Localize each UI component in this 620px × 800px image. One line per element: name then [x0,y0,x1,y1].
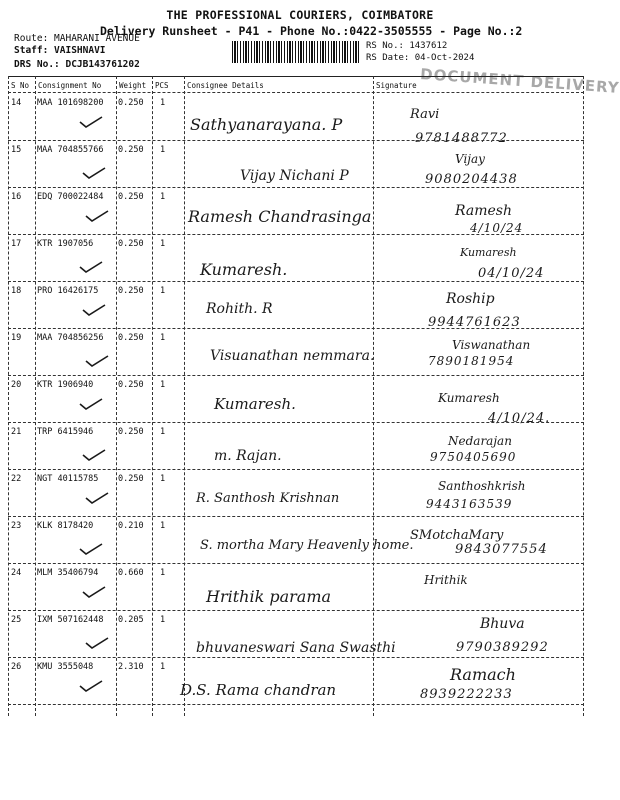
row-weight: 0.210 [118,521,144,531]
row-pcs: 1 [160,286,166,296]
row-pcs: 1 [160,333,166,343]
row-consignment-number: KMU 3555048 [37,662,94,672]
row-consignment-number: IXM 507162448 [37,615,104,625]
row-sno: 24 [11,568,22,578]
row-pcs: 1 [160,615,166,625]
row-weight: 0.205 [118,615,144,625]
table-row [8,328,584,375]
row-weight: 2.310 [118,662,144,672]
row-signature-note: 9750405690 [430,450,517,464]
checkmark-icon [78,542,104,556]
row-consignment-number: KTR 1906940 [37,380,94,390]
checkmark-icon [81,585,107,599]
row-sno: 23 [11,521,22,531]
row-signature-handwritten: Ramach [450,665,516,684]
row-consignment-number: MLM 35406794 [37,568,99,578]
col-header-signature: Signature [376,81,417,90]
row-sno: 20 [11,380,22,390]
row-sno: 14 [11,98,22,108]
checkmark-icon [78,679,104,693]
row-signature-handwritten: Santhoshkrish [438,479,526,493]
row-consignee-handwritten: Hrithik parama [206,587,332,606]
col-header-consignee: Consignee Details [187,81,264,90]
row-sno: 15 [11,145,22,155]
row-sno: 19 [11,333,22,343]
row-consignee-handwritten: Visuanathan nemmara. [210,348,375,364]
table-row [8,234,584,281]
row-consignee-handwritten: bhuvaneswari Sana Swasthi [196,640,396,656]
row-weight: 0.250 [118,380,144,390]
table-row [8,281,584,328]
checkmark-icon [81,303,107,317]
row-pcs: 1 [160,380,166,390]
row-signature-handwritten: Roship [446,291,495,307]
row-signature-handwritten: SMotchaMary [410,528,504,543]
row-sno: 26 [11,662,22,672]
row-consignment-number: MAA 101698200 [37,98,104,108]
row-signature-handwritten: Bhuva [480,616,525,632]
row-consignment-number: TRP 6415946 [37,427,94,437]
row-signature-handwritten: Kumaresh [460,246,517,259]
table-row [8,469,584,516]
drs-number: DRS No.: DCJB143761202 [14,59,140,70]
row-signature-handwritten: Nedarajan [448,434,512,448]
barcode [232,41,360,63]
table-row [8,187,584,234]
row-pcs: 1 [160,192,166,202]
row-consignment-number: EDQ 700022484 [37,192,104,202]
row-sno: 25 [11,615,22,625]
row-pcs: 1 [160,98,166,108]
row-pcs: 1 [160,568,166,578]
row-signature-handwritten: Ramesh [455,203,512,219]
row-consignee-handwritten: Kumaresh. [200,260,288,279]
row-signature-note: 4/10/24. [488,411,551,426]
route-label: Route: MAHARANI AVENUE [14,33,140,44]
row-signature-note: 9790389292 [456,640,549,655]
row-weight: 0.250 [118,192,144,202]
row-signature-note: 9843077554 [455,542,548,557]
row-consignment-number: NGT 40115785 [37,474,99,484]
row-consignee-handwritten: Vijay Nichani P [240,168,349,184]
row-signature-handwritten: Viswanathan [452,338,531,352]
checkmark-icon [84,209,110,223]
row-pcs: 1 [160,662,166,672]
row-signature-note: 7890181954 [428,354,515,368]
row-pcs: 1 [160,145,166,155]
checkmark-icon [78,397,104,411]
row-signature-note: 8939222233 [420,687,513,702]
company-name: THE PROFESSIONAL COURIERS, COIMBATORE [166,8,434,22]
row-pcs: 1 [160,521,166,531]
checkmark-icon [84,354,110,368]
checkmark-icon [78,260,104,274]
row-consignment-number: MAA 704855766 [37,145,104,155]
row-weight: 0.250 [118,474,144,484]
row-signature-note: 9944761623 [428,315,521,330]
row-signature-note: 4/10/24 [470,221,524,235]
col-header-weight: Weight [119,81,147,90]
table-top-border [8,76,584,77]
row-consignee-handwritten: Rohith. R [206,301,273,317]
staff-label: Staff: VAISHNAVI [14,45,106,56]
row-sno: 22 [11,474,22,484]
runsheet-table [8,76,584,716]
row-consignee-handwritten: S. mortha Mary Heavenly home. [200,538,414,553]
row-pcs: 1 [160,427,166,437]
row-consignee-handwritten: Kumaresh. [214,395,296,413]
row-consignee-handwritten: Sathyanarayana. P [190,115,343,134]
row-signature-handwritten: Vijay [455,152,485,166]
row-sno: 16 [11,192,22,202]
row-weight: 0.250 [118,98,144,108]
row-signature-note: 04/10/24 [478,266,545,281]
checkmark-icon [78,115,104,129]
table-row [8,657,584,704]
row-weight: 0.250 [118,145,144,155]
table-row [8,516,584,563]
rs-date: RS Date: 04-Oct-2024 [366,53,475,63]
row-pcs: 1 [160,474,166,484]
row-consignee-handwritten: D.S. Rama chandran [180,681,337,699]
row-weight: 0.250 [118,286,144,296]
checkmark-icon [84,636,110,650]
row-signature-handwritten: Kumaresh [438,391,500,405]
row-consignment-number: MAA 704856256 [37,333,104,343]
row-signature-handwritten: Hrithik [424,573,468,587]
table-row [8,610,584,657]
row-sno: 17 [11,239,22,249]
checkmark-icon [81,166,107,180]
row-consignment-number: PRO 16426175 [37,286,99,296]
table-row [8,93,584,146]
row-consignment-number: KTR 1907056 [37,239,94,249]
checkmark-icon [84,491,110,505]
table-row [8,563,584,610]
row-sno: 21 [11,427,22,437]
table-row [8,422,584,469]
row-weight: 0.250 [118,239,144,249]
col-header-sno: S No [11,81,30,90]
row-sno: 18 [11,286,22,296]
row-consignee-handwritten: Ramesh Chandrasinga [188,207,372,226]
row-signature-handwritten: Ravi [410,107,440,122]
row-consignee-handwritten: R. Santhosh Krishnan [196,491,340,506]
table-row [8,375,584,426]
col-header-pcs: PCS [155,81,169,90]
table-row [8,140,584,187]
document-delivery-stamp: DOCUMENT DELIVERY [419,65,620,97]
col-header-consignment: Consignment No [38,81,102,90]
row-signature-note: 9781488772 [415,131,508,146]
row-consignment-number: KLK 8178420 [37,521,94,531]
row-weight: 0.660 [118,568,144,578]
row-signature-note: 9443163539 [426,497,513,511]
row-signature-note: 9080204438 [425,172,518,187]
row-divider [8,704,584,705]
row-weight: 0.250 [118,427,144,437]
checkmark-icon [81,448,107,462]
row-consignee-handwritten: m. Rajan. [214,448,282,464]
runsheet-title: Delivery Runsheet - P41 - Phone No.:0422-3505555 - Page No.:2 [100,24,523,38]
row-weight: 0.250 [118,333,144,343]
rs-number: RS No.: 1437612 [366,41,448,51]
row-pcs: 1 [160,239,166,249]
